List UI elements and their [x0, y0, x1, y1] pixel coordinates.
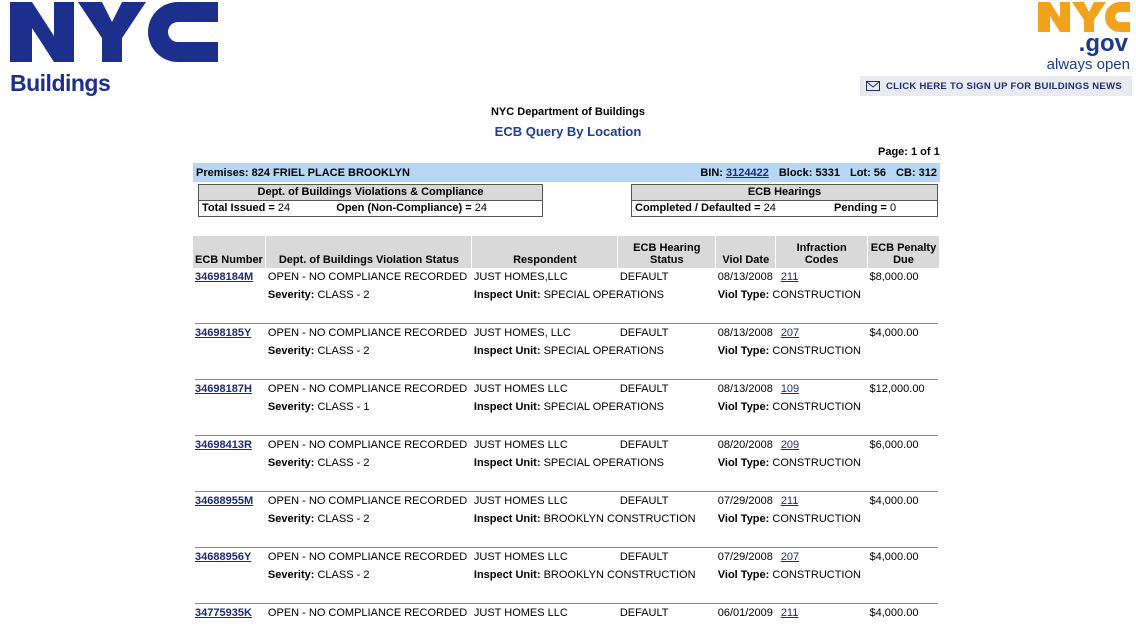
- penalty-cell: [868, 436, 940, 454]
- table-row-detail: [193, 454, 940, 472]
- hearing-status: DEFAULT: [619, 495, 669, 507]
- empty-cell: [193, 454, 266, 472]
- ecb-number-link[interactable]: 34775935K: [195, 607, 252, 619]
- table-row: [193, 548, 940, 566]
- table-row-detail: [193, 342, 940, 360]
- severity-cell: [266, 286, 472, 304]
- buildings-wordmark: Buildings: [10, 70, 111, 96]
- penalty-due: $4,000.00: [869, 607, 919, 619]
- viol-type-cell: [716, 510, 940, 528]
- severity-label: Severity:: [267, 513, 315, 525]
- respondent: JUST HOMES LLC: [473, 383, 568, 395]
- inspect-unit-label: Inspect Unit:: [473, 569, 541, 581]
- row-separator: [193, 472, 940, 492]
- viol-type-label: Viol Type:: [717, 289, 770, 301]
- dob-summary-row: [199, 201, 542, 216]
- hearing-status: DEFAULT: [619, 607, 669, 619]
- separator-line: [195, 416, 938, 436]
- pending-value: 0: [889, 202, 897, 214]
- ecb-number-link[interactable]: 34698187H: [195, 383, 252, 395]
- table-header-row: [193, 236, 940, 268]
- viol-date: 08/13/2008: [717, 327, 773, 339]
- empty-cell: [193, 286, 266, 304]
- respondent: JUST HOMES LLC: [473, 551, 568, 563]
- inspect-unit-cell: [472, 510, 716, 528]
- hearing-status: DEFAULT: [619, 439, 669, 451]
- respondent-cell: [472, 548, 618, 566]
- empty-cell: [193, 510, 266, 528]
- hearing-status: DEFAULT: [619, 327, 669, 339]
- respondent: JUST HOMES LLC: [473, 607, 568, 619]
- col-header-ecb-number: ECB Number: [193, 236, 266, 268]
- code-cell: [776, 380, 868, 398]
- severity-value: CLASS - 2: [317, 569, 370, 581]
- nyc-logo-icon: [8, 0, 220, 66]
- penalty-due: $8,000.00: [869, 271, 919, 283]
- inspect-unit-value: SPECIAL OPERATIONS: [543, 345, 664, 357]
- table-row: [193, 380, 940, 398]
- separator-line: [195, 528, 938, 548]
- hearing-cell: [618, 492, 716, 510]
- severity-value: CLASS - 2: [317, 457, 370, 469]
- status-cell: [266, 604, 472, 622]
- row-separator: [193, 360, 940, 380]
- severity-label: Severity:: [267, 289, 315, 301]
- inspect-unit-value: SPECIAL OPERATIONS: [543, 457, 664, 469]
- ecb-number-cell: [193, 380, 266, 398]
- respondent-cell: [472, 268, 618, 286]
- bin-label: BIN:: [700, 166, 723, 179]
- penalty-due: $4,000.00: [869, 495, 919, 507]
- viol-type-label: Viol Type:: [717, 401, 770, 413]
- ecb-number-link[interactable]: 34688956Y: [195, 551, 252, 563]
- page-title: ECB Query By Location: [494, 124, 642, 139]
- table-row: [193, 268, 940, 286]
- severity-value: CLASS - 1: [317, 401, 370, 413]
- severity-value: CLASS - 2: [317, 513, 370, 525]
- viol-type-cell: [716, 342, 940, 360]
- ecb-number-link[interactable]: 34698185Y: [195, 327, 252, 339]
- date-cell: [716, 548, 776, 566]
- inspect-unit-value: SPECIAL OPERATIONS: [543, 401, 664, 413]
- respondent-cell: [472, 324, 618, 342]
- ecb-summary-header: ECB Hearings: [632, 185, 937, 201]
- respondent-cell: [472, 604, 618, 622]
- col-header-penalty: ECB Penalty Due: [868, 236, 940, 268]
- viol-type-value: CONSTRUCTION: [772, 569, 861, 581]
- code-cell: [776, 548, 868, 566]
- dob-summary-header: Dept. of Buildings Violations & Compliance: [199, 185, 542, 201]
- respondent: JUST HOMES LLC: [473, 495, 568, 507]
- separator-line: [195, 584, 938, 604]
- penalty-cell: [868, 324, 940, 342]
- bin-field: [700, 167, 769, 179]
- separator-cell: [193, 304, 940, 324]
- respondent-cell: [472, 380, 618, 398]
- infraction-code-link[interactable]: 207: [780, 327, 800, 339]
- page-count: Page: 1 of 1: [878, 146, 940, 158]
- ecb-number-link[interactable]: 34698184M: [195, 271, 254, 283]
- severity-cell: [266, 454, 472, 472]
- ecb-number-cell: [193, 548, 266, 566]
- date-cell: [716, 380, 776, 398]
- nycgov-tagline: always open: [1046, 56, 1130, 73]
- completed-label: Completed / Defaulted =: [635, 202, 761, 214]
- respondent-cell: [472, 436, 618, 454]
- table-row: [193, 604, 940, 622]
- nyc-buildings-logo[interactable]: [8, 0, 220, 100]
- premises-bar: [193, 163, 940, 182]
- ecb-summary-box: [631, 184, 938, 217]
- mail-icon: [866, 81, 880, 91]
- violation-status: OPEN - NO COMPLIANCE RECORDED: [267, 271, 468, 283]
- status-cell: [266, 548, 472, 566]
- separator-cell: [193, 472, 940, 492]
- cb-field: CB: 312: [896, 166, 937, 179]
- respondent: JUST HOMES, LLC: [473, 327, 571, 339]
- ecb-number-link[interactable]: 34698413R: [195, 439, 252, 451]
- penalty-cell: [868, 548, 940, 566]
- table-row-detail: [193, 398, 940, 416]
- viol-date: 08/20/2008: [717, 439, 773, 451]
- violations-table: [193, 236, 940, 622]
- table-row-detail: [193, 510, 940, 528]
- inspect-unit-cell: [472, 454, 716, 472]
- code-cell: [776, 268, 868, 286]
- viol-type-label: Viol Type:: [717, 513, 770, 525]
- premises-address: Premises: 824 FRIEL PLACE BROOKLYN: [196, 166, 410, 179]
- severity-label: Severity:: [267, 569, 315, 581]
- inspect-unit-label: Inspect Unit:: [473, 457, 541, 469]
- ecb-number-cell: [193, 268, 266, 286]
- viol-date: 08/13/2008: [717, 383, 773, 395]
- code-cell: [776, 604, 868, 622]
- row-separator: [193, 304, 940, 324]
- open-value: 24: [474, 202, 487, 214]
- date-cell: [716, 604, 776, 622]
- ecb-number-cell: [193, 492, 266, 510]
- inspect-unit-label: Inspect Unit:: [473, 513, 541, 525]
- col-header-hearing-status: ECB Hearing Status: [618, 236, 716, 268]
- status-cell: [266, 268, 472, 286]
- viol-type-label: Viol Type:: [717, 457, 770, 469]
- violation-status: OPEN - NO COMPLIANCE RECORDED: [267, 383, 468, 395]
- inspect-unit-cell: [472, 398, 716, 416]
- ecb-number-link[interactable]: 34688955M: [195, 495, 254, 507]
- inspect-unit-cell: [472, 566, 716, 584]
- total-issued-value: 24: [277, 202, 291, 214]
- date-cell: [716, 492, 776, 510]
- status-cell: [266, 436, 472, 454]
- violation-status: OPEN - NO COMPLIANCE RECORDED: [267, 439, 468, 451]
- infraction-code-link[interactable]: 211: [780, 495, 799, 507]
- viol-date: 07/29/2008: [717, 495, 773, 507]
- inspect-unit-cell: [472, 286, 716, 304]
- hearing-cell: [618, 604, 716, 622]
- penalty-cell: [868, 604, 940, 622]
- col-header-infraction-codes: Infraction Codes: [776, 236, 868, 268]
- viol-type-value: CONSTRUCTION: [772, 289, 861, 301]
- penalty-due: $6,000.00: [869, 439, 919, 451]
- hearing-status: DEFAULT: [619, 383, 669, 395]
- infraction-code-link[interactable]: 211: [780, 271, 799, 283]
- ecb-number-cell: [193, 436, 266, 454]
- infraction-code-link[interactable]: 211: [780, 607, 799, 619]
- separator-cell: [193, 360, 940, 380]
- penalty-cell: [868, 492, 940, 510]
- severity-cell: [266, 398, 472, 416]
- hearing-status: DEFAULT: [619, 271, 669, 283]
- table-row-detail: [193, 566, 940, 584]
- hearing-cell: [618, 548, 716, 566]
- respondent-cell: [472, 492, 618, 510]
- pending-label: Pending =: [834, 202, 887, 214]
- violation-status: OPEN - NO COMPLIANCE RECORDED: [267, 327, 468, 339]
- open-label: Open (Non-Compliance) =: [336, 202, 472, 214]
- penalty-due: $4,000.00: [869, 551, 919, 563]
- inspect-unit-cell: [472, 342, 716, 360]
- viol-type-value: CONSTRUCTION: [772, 345, 861, 357]
- violation-status: OPEN - NO COMPLIANCE RECORDED: [267, 607, 468, 619]
- status-cell: [266, 324, 472, 342]
- empty-cell: [193, 566, 266, 584]
- violations-body: [193, 268, 940, 622]
- penalty-due: $12,000.00: [869, 383, 925, 395]
- status-cell: [266, 380, 472, 398]
- hearing-cell: [618, 268, 716, 286]
- table-row-detail: [193, 286, 940, 304]
- hearing-cell: [618, 436, 716, 454]
- date-cell: [716, 324, 776, 342]
- department-heading: NYC Department of Buildings: [490, 106, 645, 118]
- inspect-unit-value: BROOKLYN CONSTRUCTION: [543, 513, 696, 525]
- penalty-cell: [868, 380, 940, 398]
- separator-line: [195, 360, 938, 380]
- severity-cell: [266, 342, 472, 360]
- row-separator: [193, 416, 940, 436]
- viol-date: 07/29/2008: [717, 551, 773, 563]
- nycgov-gov-text: .gov: [1078, 30, 1128, 57]
- row-separator: [193, 584, 940, 604]
- inspect-unit-value: SPECIAL OPERATIONS: [543, 289, 664, 301]
- table-row: [193, 492, 940, 510]
- viol-type-value: CONSTRUCTION: [772, 457, 861, 469]
- severity-label: Severity:: [267, 457, 315, 469]
- row-separator: [193, 528, 940, 548]
- dob-summary-box: [198, 184, 543, 217]
- empty-cell: [193, 342, 266, 360]
- penalty-due: $4,000.00: [869, 327, 919, 339]
- hearing-status: DEFAULT: [619, 551, 669, 563]
- table-row: [193, 436, 940, 454]
- viol-type-cell: [716, 454, 940, 472]
- viol-type-cell: [716, 398, 940, 416]
- nycgov-logo-icon: [1036, 0, 1132, 34]
- date-cell: [716, 268, 776, 286]
- inspect-unit-label: Inspect Unit:: [473, 289, 541, 301]
- viol-date: 08/13/2008: [717, 271, 773, 283]
- viol-type-label: Viol Type:: [717, 345, 770, 357]
- infraction-code-link[interactable]: 109: [780, 383, 800, 395]
- news-signup-bar[interactable]: [860, 76, 1132, 96]
- code-cell: [776, 492, 868, 510]
- viol-type-cell: [716, 566, 940, 584]
- ecb-number-cell: [193, 324, 266, 342]
- respondent: JUST HOMES LLC: [473, 439, 568, 451]
- code-cell: [776, 436, 868, 454]
- separator-cell: [193, 528, 940, 548]
- status-cell: [266, 492, 472, 510]
- infraction-code-link[interactable]: 207: [780, 551, 800, 563]
- empty-cell: [193, 398, 266, 416]
- separator-cell: [193, 416, 940, 436]
- completed-value: 24: [763, 202, 776, 214]
- col-header-status: Dept. of Buildings Violation Status: [266, 236, 472, 268]
- total-issued-label: Total Issued =: [202, 202, 275, 214]
- inspect-unit-value: BROOKLYN CONSTRUCTION: [543, 569, 696, 581]
- severity-value: CLASS - 2: [317, 345, 370, 357]
- viol-date: 06/01/2009: [717, 607, 773, 619]
- inspect-unit-label: Inspect Unit:: [473, 345, 541, 357]
- separator-line: [195, 472, 938, 492]
- ecb-number-cell: [193, 604, 266, 622]
- severity-value: CLASS - 2: [317, 289, 370, 301]
- date-cell: [716, 436, 776, 454]
- lot-field: Lot: 56: [849, 166, 887, 179]
- bin-link[interactable]: 3124422: [725, 166, 769, 179]
- violation-status: OPEN - NO COMPLIANCE RECORDED: [267, 551, 468, 563]
- col-header-respondent: Respondent: [472, 236, 618, 268]
- separator-cell: [193, 584, 940, 604]
- hearing-cell: [618, 380, 716, 398]
- respondent: JUST HOMES,LLC: [473, 271, 568, 283]
- violation-status: OPEN - NO COMPLIANCE RECORDED: [267, 495, 468, 507]
- severity-cell: [266, 566, 472, 584]
- code-cell: [776, 324, 868, 342]
- viol-type-value: CONSTRUCTION: [772, 513, 861, 525]
- severity-label: Severity:: [267, 401, 315, 413]
- infraction-code-link[interactable]: 209: [780, 439, 800, 451]
- col-header-viol-date: Viol Date: [716, 236, 776, 268]
- inspect-unit-label: Inspect Unit:: [473, 401, 541, 413]
- separator-line: [195, 304, 938, 324]
- hearing-cell: [618, 324, 716, 342]
- viol-type-value: CONSTRUCTION: [772, 401, 861, 413]
- viol-type-label: Viol Type:: [717, 569, 770, 581]
- severity-cell: [266, 510, 472, 528]
- news-signup-link[interactable]: CLICK HERE TO SIGN UP FOR BUILDINGS NEWS: [886, 80, 1122, 92]
- nyc-logo-wordmark: [8, 0, 220, 66]
- ecb-summary-row: [632, 201, 937, 216]
- severity-label: Severity:: [267, 345, 315, 357]
- nycgov-logo[interactable]: [1036, 0, 1132, 78]
- penalty-cell: [868, 268, 940, 286]
- block-field: Block: 5331: [778, 166, 840, 179]
- table-row: [193, 324, 940, 342]
- viol-type-cell: [716, 286, 940, 304]
